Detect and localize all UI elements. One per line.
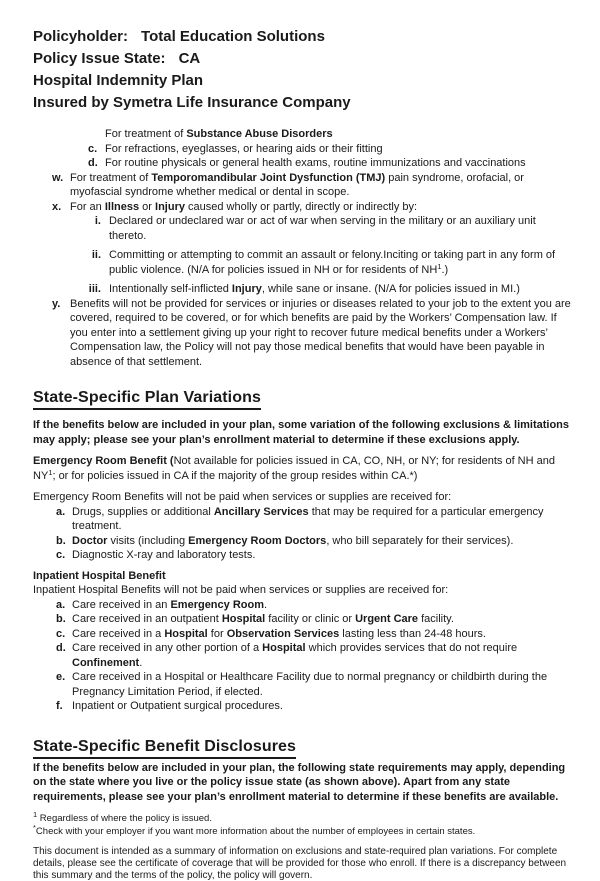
list-text-bold: Confinement (72, 656, 140, 669)
paragraph-lead-bold: Emergency Room Benefit ( (33, 455, 174, 467)
section-heading-wrap (33, 389, 573, 410)
section-heading-wrap (33, 738, 573, 759)
policyholder-line (33, 26, 573, 48)
er-lead-line: Emergency Room Benefits will not be paid when services or supplies are received for: (33, 491, 452, 503)
issue-state-line (33, 48, 573, 70)
list-text-bold: Ancillary Services (213, 505, 309, 518)
list-marker: x. (52, 200, 62, 213)
section-heading: State-Specific Plan Variations (33, 389, 261, 410)
inpatient-heading: Inpatient Hospital Benefit (33, 569, 166, 582)
list-text: Drugs, supplies or additional (72, 505, 214, 518)
list-text: For refractions, eyeglasses, or hearing aids or their fitting (105, 142, 383, 155)
list-item-x (33, 200, 573, 215)
list-text: Care received in a (72, 627, 165, 640)
list-text: Care received in an outpatient (72, 613, 222, 625)
list-text: that may be required for a particular emergency treatment. (72, 505, 544, 532)
list-text: facility or clinic or (265, 613, 356, 625)
plan-variations-section (33, 389, 573, 714)
line-text: For treatment of (105, 128, 187, 140)
list-text-bold: Hospital (262, 642, 306, 654)
ih-item-c (33, 627, 573, 642)
er-item-c (33, 548, 573, 563)
benefit-disclosures-section (33, 738, 573, 805)
list-marker: a. (56, 598, 66, 611)
list-text: . (139, 656, 143, 669)
footnote-text: Check with your employer if you want more information about the number of employees in certain states. (35, 825, 476, 837)
list-text: visits (including (107, 534, 189, 547)
list-text: Care received in an (72, 598, 171, 611)
list-marker: i. (94, 215, 101, 227)
list-text: For routine physicals or general health exams, routine immunizations and vaccinations (105, 157, 526, 169)
footnote-2 (33, 822, 573, 839)
list-marker: f. (56, 700, 63, 712)
inpatient-lead-line: Inpatient Hospital Benefits will not be paid when services or supplies are received for: (33, 584, 449, 596)
issue-state-label: Policy Issue State: (33, 50, 166, 67)
list-text: caused wholly or partly, directly or indirectly by: (184, 200, 418, 213)
list-item-w (33, 171, 573, 200)
issue-state-value: CA (178, 50, 201, 67)
footnote-ref: 1 (48, 467, 53, 477)
footnotes (33, 810, 573, 838)
list-marker: c. (88, 142, 98, 155)
ih-item-f (33, 699, 573, 714)
list-text: , who bill separately for their services). (326, 534, 514, 547)
list-marker: y. (52, 297, 61, 310)
list-marker: c. (56, 627, 66, 640)
policyholder-label: Policyholder: (33, 28, 129, 45)
policyholder-value: Total Education Solutions (141, 28, 325, 45)
list-text: For an (70, 200, 105, 213)
list-marker: iii. (88, 283, 101, 295)
line-text-bold: Substance Abuse Disorders (186, 128, 333, 140)
list-text: Declared or undeclared war or act of war when serving in the military or an auxiliary unit thereto. (109, 215, 536, 242)
list-text-bold: Emergency Room Doctors (188, 534, 327, 547)
plan-name: Hospital Indemnity Plan (33, 72, 204, 89)
list-text-bold: Doctor (72, 534, 108, 547)
list-text: or (139, 200, 156, 213)
list-text-bold: Hospital (164, 627, 208, 640)
paragraph-text: ; or for policies issued in CA if the majority of the group resides within CA.*) (52, 469, 418, 482)
footnote-marker: * (33, 822, 36, 832)
list-text: Diagnostic X-ray and laboratory tests. (72, 549, 256, 561)
list-text: which provides services that do not require (305, 642, 518, 654)
footnote-ref: 1 (437, 261, 442, 271)
list-text: Inpatient or Outpatient surgical procedures. (72, 700, 283, 712)
list-marker: b. (56, 613, 66, 625)
list-text-bold: Observation Services (226, 627, 340, 640)
list-item-x-ii (33, 248, 573, 277)
list-text-bold: Hospital (221, 613, 266, 625)
list-marker: e. (56, 671, 66, 683)
list-text: . (263, 598, 268, 611)
list-text: lasting less than 24-48 hours. (339, 627, 486, 640)
list-text-bold: Illness (104, 200, 140, 213)
ih-item-d (33, 641, 573, 670)
substance-abuse-line (33, 127, 573, 142)
er-item-b (33, 534, 573, 549)
footnote-text: Regardless of where the policy is issued. (37, 813, 212, 824)
er-item-a (33, 505, 573, 534)
paragraph-text: Not available for policies issued in CA, CO, NH, or NY; for residents of NH and NY (33, 455, 555, 482)
exclusions-list (33, 127, 573, 369)
policy-header (33, 26, 573, 114)
list-text: pain syndrome, orofacial, or myofascial syndrome whether medical or dental in scope. (70, 171, 524, 198)
list-text: Committing or attempting to commit an assault or felony.Inciting or taking part in any form of public violence. (N/A for policies issued in NH or for residents of NH (109, 249, 556, 276)
list-text: Care received in any other portion of a (72, 642, 263, 654)
list-item-x-iii (33, 282, 573, 297)
footnote-marker: 1 (33, 810, 38, 819)
variations-intro: If the benefits below are included in your plan, some variation of the following exclusions & limitations may apply; please see your plan’s enrollment material to determine if these exclusions apply. (33, 419, 570, 446)
list-text-bold: Urgent Care (355, 613, 419, 625)
list-marker: d. (56, 642, 66, 654)
list-text: for (207, 627, 227, 640)
list-item-c (33, 142, 573, 157)
ih-item-b (33, 612, 573, 627)
list-text-bold: Injury (155, 200, 185, 213)
er-benefit-paragraph (33, 454, 573, 483)
list-item-d (33, 156, 573, 171)
list-marker: d. (88, 157, 98, 169)
list-text-bold: Emergency Room (170, 598, 264, 611)
list-text: facility. (418, 613, 454, 625)
list-item-x-i (33, 214, 573, 243)
list-marker: w. (52, 171, 64, 184)
list-text: Care received in a Hospital or Healthcare Facility due to normal pregnancy or childbirth during the Pregnancy Limitation Period, if elected. (72, 671, 548, 698)
list-text: .) (441, 263, 449, 276)
list-item-y (33, 297, 573, 370)
list-marker: b. (56, 534, 66, 547)
list-marker: c. (56, 549, 66, 561)
list-text-bold: Temporomandibular Joint Dysfunction (TMJ) (151, 171, 386, 184)
list-text: Benefits will not be provided for services or injuries or diseases related to your job to the extent you are covered, required to be covered, or for which benefits are paid by the Workers’ Compensation law. If you enter into a settlement giving up your right to recover future medical benefits under a Workers’ Compensation law, the Policy will not pay those medical benefits that would have been payable in absence of that settlement. (70, 297, 571, 368)
list-text: , while sane or insane. (N/A for policies issued in MI.) (261, 283, 520, 295)
footnote-1 (33, 810, 573, 826)
disclaimer-paragraph: This document is intended as a summary of information on exclusions and state-required plan variations. For complete details, please see the certificate of coverage that will be provided for those who enroll. If there is a discrepancy between this summary and the terms of the policy, the policy will govern. (33, 846, 567, 881)
ih-item-e (33, 670, 573, 699)
ih-item-a (33, 598, 573, 613)
list-marker: a. (56, 505, 66, 518)
disclosures-intro: If the benefits below are included in your plan, the following state requirements may apply, depending on the state where you live or the policy issue state (as shown above). Apart from any state requirements, please see your plan’s enrollment material to determine if these benefits are available. (33, 761, 566, 803)
insurer-line: Insured by Symetra Life Insurance Company (33, 94, 351, 111)
list-marker: ii. (91, 249, 101, 261)
section-heading: State-Specific Benefit Disclosures (33, 738, 296, 759)
list-text-bold: Injury (231, 283, 262, 295)
list-text: For treatment of (70, 171, 152, 184)
list-text: Intentionally self-inflicted (109, 283, 232, 295)
